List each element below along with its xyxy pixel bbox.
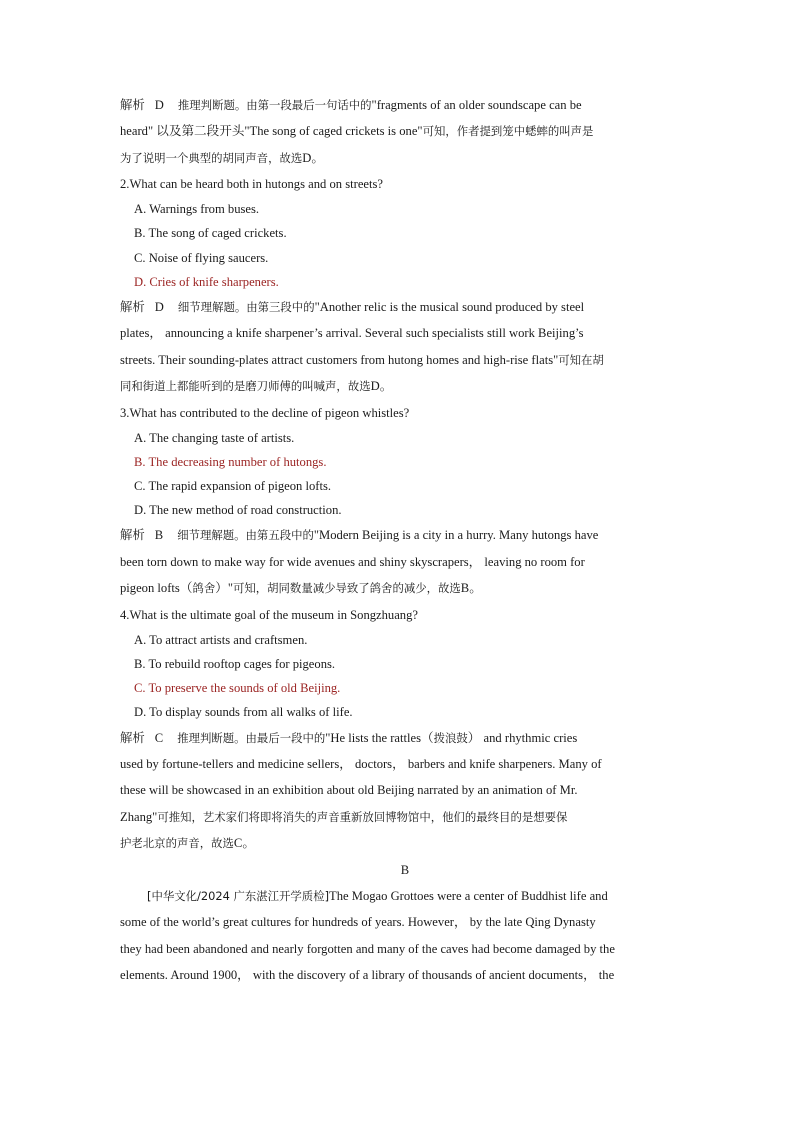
passage-b-heading: B <box>400 862 410 877</box>
analysis-text-en: Zhang" <box>120 809 158 824</box>
question-4-stem: 4.What is the ultimate goal of the museum in Songzhuang? <box>120 607 418 622</box>
analysis-1-line-2 <box>120 118 676 144</box>
analysis-text-cn: 可知，胡同数量减少导致了鸽舍的减少，故选 <box>232 581 461 596</box>
question-4-option-a: A. To attract artists and craftsmen. <box>134 632 308 647</box>
analysis-text-en: been torn down to make way for wide avenues and shiny skyscrapers， leaving no room for <box>120 554 585 569</box>
analysis-4-line-1 <box>120 725 676 751</box>
analysis-text-end: D。 <box>370 379 393 394</box>
analysis-3-line-2 <box>120 549 676 575</box>
question-2-stem: 2.What can be heard both in hutongs and on streets? <box>120 177 383 192</box>
analysis-text-cn: 推理判断题。由第一段最后一句话中的 <box>177 98 372 112</box>
question-4-option-d: D. To display sounds from all walks of life. <box>134 705 353 720</box>
source-tag: [中华文化/2024 广东湛江开学质检] <box>147 888 330 903</box>
analysis-text-end: D。 <box>302 150 324 165</box>
question-3-stem: 3.What has contributed to the decline of pigeon whistles? <box>120 405 410 420</box>
analysis-text-cn: 同和街道上都能听到的是磨刀师傅的叫喊声，故选 <box>120 379 371 394</box>
passage-b-line-2: some of the world’s great cultures for hundreds of years. However， by the late Qing Dynasty <box>120 915 596 930</box>
analysis-text-en: these will be showcased in an exhibition about old Beijing narrated by an animation of Mr. <box>120 783 578 798</box>
passage-text: The Mogao Grottoes were a center of Buddhist life and <box>329 888 608 903</box>
answer-letter: D <box>154 98 164 112</box>
analysis-4-line-4 <box>120 804 676 830</box>
question-2-option-a: A. Warnings from buses. <box>134 202 260 217</box>
analysis-2-line-1 <box>120 294 676 320</box>
analysis-text-en: "Modern Beijing is a city in a hurry. Many hutongs have <box>313 528 599 543</box>
passage-b-line-4: elements. Around 1900， with the discovery of a library of thousands of ancient documents， the <box>120 968 615 983</box>
document-page <box>120 92 676 989</box>
analysis-text-cn: 可知在胡 <box>558 352 604 367</box>
answer-letter: C <box>154 730 164 745</box>
analysis-text-cn: 鸽舍 <box>192 581 216 596</box>
analysis-label: 解析 <box>120 729 145 745</box>
question-3-option-d: D. The new method of road construction. <box>134 503 342 518</box>
analysis-label: 解析 <box>120 97 145 112</box>
analysis-text-en: "He lists the rattles（ <box>325 730 434 745</box>
analysis-4-line-3 <box>120 777 676 803</box>
analysis-3-line-3 <box>120 575 676 601</box>
analysis-3-line-1 <box>120 522 676 548</box>
analysis-2-line-2 <box>120 320 676 346</box>
question-3-option-c: C. The rapid expansion of pigeon lofts. <box>134 479 332 494</box>
analysis-text-cn: 拨浪鼓 <box>433 730 468 745</box>
analysis-label: 解析 <box>120 527 145 543</box>
analysis-text-en: "Another relic is the musical sound produced by steel <box>314 300 585 315</box>
question-3-option-b: B. The decreasing number of hutongs. <box>134 454 327 469</box>
analysis-text-end: C。 <box>233 836 255 851</box>
analysis-text-cn: 护老北京的声音，故选 <box>120 836 234 851</box>
analysis-1-line-3 <box>120 145 676 171</box>
analysis-1-line-1 <box>120 92 676 118</box>
analysis-2-line-4 <box>120 373 676 399</box>
question-4-option-c: C. To preserve the sounds of old Beijing. <box>134 681 341 696</box>
passage-b-line-3: they had been abandoned and nearly forgotten and many of the caves had become damaged by the <box>120 941 615 956</box>
question-2-option-b: B. The song of caged crickets. <box>134 226 287 241</box>
passage-b-line-1 <box>120 883 676 910</box>
analysis-text-en: used by fortune-tellers and medicine sellers， doctors， barbers and knife sharpeners. Many of <box>120 756 602 771</box>
analysis-text-en: "fragments of an older soundscape can be <box>371 98 582 112</box>
analysis-text-cn: 推理判断题。由最后一段中的 <box>177 730 326 745</box>
analysis-4-line-5 <box>120 830 676 856</box>
question-4-option-b: B. To rebuild rooftop cages for pigeons. <box>134 656 336 671</box>
analysis-2-line-3 <box>120 347 676 373</box>
analysis-text-cn: 可推知，艺术家们将即将消失的声音重新放回博物馆中，他们的最终目的是想要保 <box>157 809 568 824</box>
analysis-text-cn: 可知，作者提到笼中蟋蟀的叫声是 <box>422 124 594 139</box>
answer-letter: D <box>154 300 164 315</box>
question-3-option-a: A. The changing taste of artists. <box>134 430 295 445</box>
analysis-text-cn: 细节理解题。由第五段中的 <box>177 528 314 543</box>
answer-letter: B <box>154 528 164 543</box>
analysis-text-en: plates， announcing a knife sharpener’s arrival. Several such specialists still work Beijing’s <box>120 326 584 341</box>
analysis-text-en: heard" 以及第二段开头"The song of caged crickets is one" <box>120 124 423 139</box>
question-2-option-d: D. Cries of knife sharpeners. <box>134 274 279 289</box>
analysis-text-en: pigeon lofts（ <box>120 581 193 596</box>
analysis-text-end: B。 <box>460 581 482 596</box>
analysis-text-cn: 细节理解题。由第三段中的 <box>177 300 315 315</box>
analysis-text-en: ） and rhythmic cries <box>467 730 578 745</box>
analysis-4-line-2 <box>120 751 676 777</box>
analysis-label: 解析 <box>120 299 145 315</box>
question-2-option-c: C. Noise of flying saucers. <box>134 250 269 265</box>
analysis-text-cn: 为了说明一个典型的胡同声音，故选 <box>120 150 303 165</box>
analysis-text-en: ）" <box>215 581 233 596</box>
analysis-text-en: streets. Their sounding-plates attract customers from hutong homes and high-rise flats" <box>120 352 559 367</box>
